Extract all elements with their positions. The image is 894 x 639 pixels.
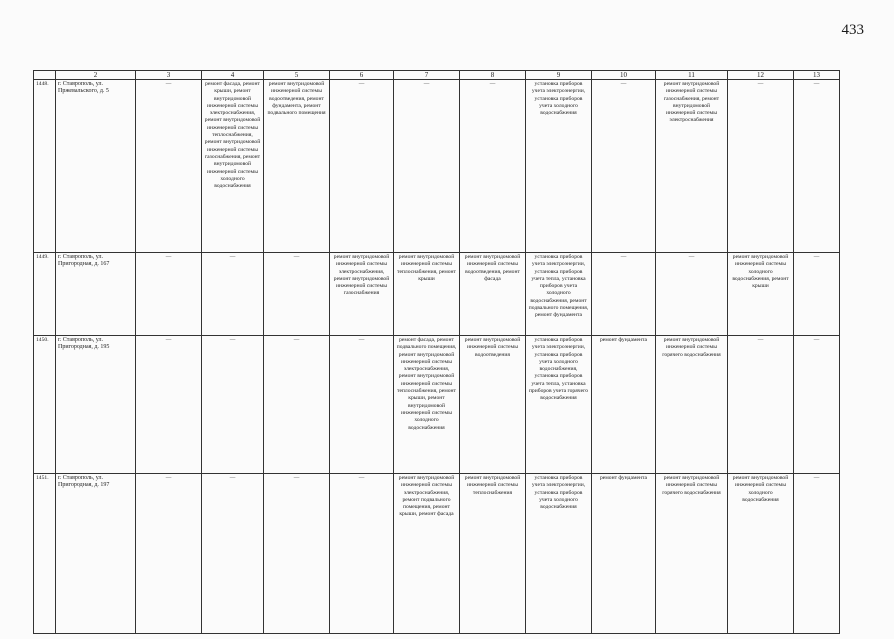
table-row [34, 474, 840, 634]
cell-col9: установка приборов учета электроэнергии, установка приборов учета холодного водоснабжения [526, 80, 592, 253]
table-row [34, 80, 840, 253]
cell-col5: — [264, 253, 330, 336]
row-number: 1449. [34, 253, 56, 336]
header-cell: 10 [592, 71, 656, 80]
row-address: г. Ставрополь, ул. Пригородная, д. 195 [56, 336, 136, 474]
row-number: 1451. [34, 474, 56, 634]
cell-col12: — [728, 336, 794, 474]
cell-col7: — [394, 80, 460, 253]
cell-col6: ремонт внутридомовой инженерной системы электроснабжения, ремонт внутридомовой инженерной системы газоснабжения [330, 253, 394, 336]
row-address: г. Ставрополь, ул. Пригородная, д. 197 [56, 474, 136, 634]
header-row [34, 71, 840, 80]
cell-col5: — [264, 474, 330, 634]
capital-repair-table [33, 70, 840, 634]
cell-col11: — [656, 253, 728, 336]
cell-col6: — [330, 336, 394, 474]
header-cell: 3 [136, 71, 202, 80]
cell-col10: ремонт фундамента [592, 474, 656, 634]
cell-col7: ремонт внутридомовой инженерной системы электроснабжения, ремонт подвального помещения, ремонт крыши, ремонт фасада [394, 474, 460, 634]
cell-col9: установка приборов учета электроэнергии, установка приборов учета холодного водоснабжения [526, 474, 592, 634]
header-cell: 12 [728, 71, 794, 80]
row-number: 1448. [34, 80, 56, 253]
cell-col3: — [136, 474, 202, 634]
cell-col7: ремонт внутридомовой инженерной системы теплоснабжения, ремонт крыши [394, 253, 460, 336]
cell-col11: ремонт внутридомовой инженерной системы газоснабжения, ремонт внутридомовой инженерной системы электроснабжения [656, 80, 728, 253]
cell-col12: ремонт внутридомовой инженерной системы холодного водоснабжения [728, 474, 794, 634]
cell-col10: — [592, 253, 656, 336]
header-cell: 7 [394, 71, 460, 80]
header-cell: 9 [526, 71, 592, 80]
cell-col8: ремонт внутридомовой инженерной системы теплоснабжения [460, 474, 526, 634]
row-address: г. Ставрополь, ул. Пржевальского, д. 5 [56, 80, 136, 253]
cell-col4: ремонт фасада, ремонт крыши, ремонт внутридомовой инженерной системы электроснабжения, ремонт внутридомовой инженерной системы теплоснабжения, ремонт внутридомовой инженерной системы газоснабжения, ремонт внутридомовой инженерной системы холодного водоснабжения [202, 80, 264, 253]
cell-col10: — [592, 80, 656, 253]
cell-col11: ремонт внутридомовой инженерной системы горячего водоснабжения [656, 336, 728, 474]
cell-col9: установка приборов учета электроэнергии, установка приборов учета холодного водоснабжения, установка приборов учета тепла, установка приборов учета горячего водоснабжения [526, 336, 592, 474]
header-cell: 13 [794, 71, 840, 80]
table-row [34, 336, 840, 474]
header-cell: 8 [460, 71, 526, 80]
cell-col3: — [136, 336, 202, 474]
cell-col12: ремонт внутридомовой инженерной системы холодного водоснабжения, ремонт крыши [728, 253, 794, 336]
header-cell: 11 [656, 71, 728, 80]
header-cell: 5 [264, 71, 330, 80]
header-cell [34, 71, 56, 80]
cell-col8: ремонт внутридомовой инженерной системы водоотведения [460, 336, 526, 474]
cell-col11: ремонт внутридомовой инженерной системы горячего водоснабжения [656, 474, 728, 634]
page-number: 433 [841, 22, 864, 38]
cell-col13: — [794, 80, 840, 253]
row-address: г. Ставрополь, ул. Пригородная, д. 167 [56, 253, 136, 336]
cell-col5: — [264, 336, 330, 474]
cell-col3: — [136, 80, 202, 253]
cell-col4: — [202, 336, 264, 474]
cell-col13: — [794, 474, 840, 634]
row-number: 1450. [34, 336, 56, 474]
cell-col4: — [202, 253, 264, 336]
cell-col3: — [136, 253, 202, 336]
header-cell: 4 [202, 71, 264, 80]
header-cell: 2 [56, 71, 136, 80]
cell-col9: установка приборов учета электроэнергии, установка приборов учета тепла, установка приборов учета холодного водоснабжения, ремонт подвального помещения, ремонт фундамента [526, 253, 592, 336]
cell-col8: — [460, 80, 526, 253]
cell-col10: ремонт фундамента [592, 336, 656, 474]
cell-col4: — [202, 474, 264, 634]
header-cell: 6 [330, 71, 394, 80]
cell-col13: — [794, 336, 840, 474]
cell-col5: ремонт внутридомовой инженерной системы водоотведения, ремонт фундамента, ремонт подвального помещения [264, 80, 330, 253]
table-row [34, 253, 840, 336]
cell-col6: — [330, 474, 394, 634]
cell-col12: — [728, 80, 794, 253]
cell-col6: — [330, 80, 394, 253]
cell-col7: ремонт фасада, ремонт подвального помещения, ремонт внутридомовой инженерной системы электроснабжения, ремонт внутридомовой инженерной системы теплоснабжения, ремонт крыши, ремонт внутридомовой инженерной системы холодного водоснабжения [394, 336, 460, 474]
cell-col13: — [794, 253, 840, 336]
cell-col8: ремонт внутридомовой инженерной системы водоотведения, ремонт фасада [460, 253, 526, 336]
